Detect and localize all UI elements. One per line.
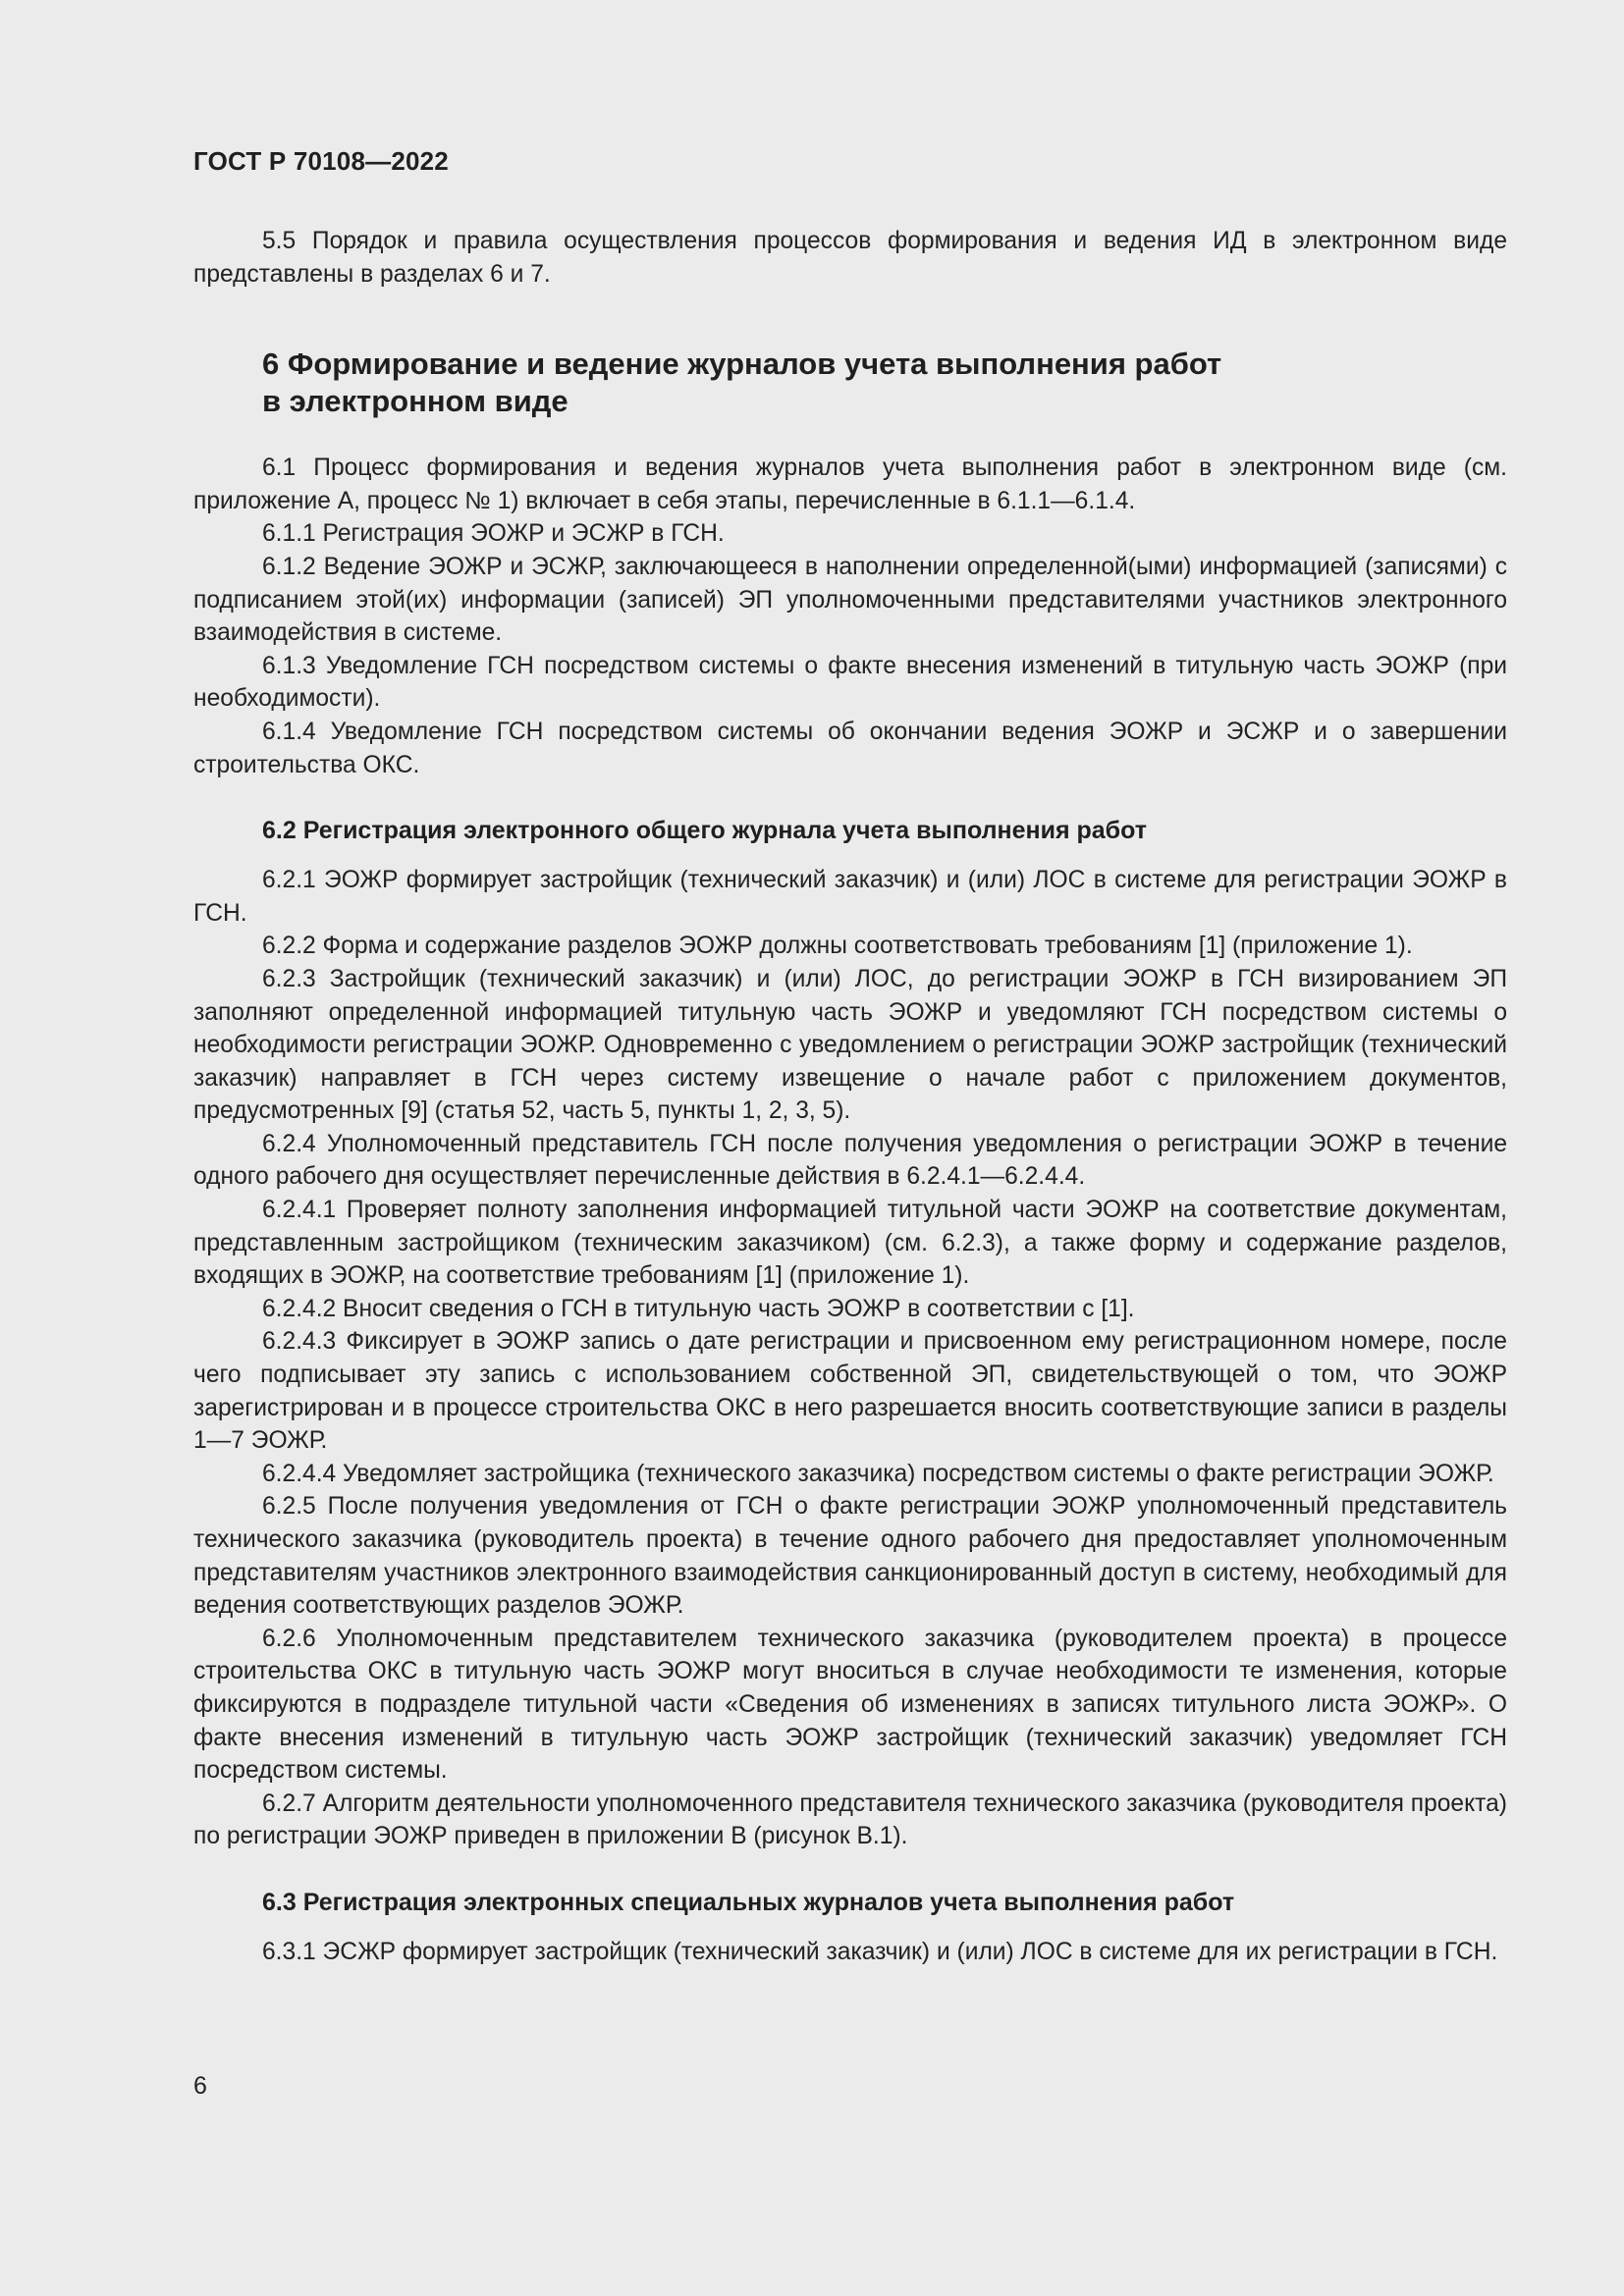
paragraph-6-2-1: 6.2.1 ЭОЖР формирует застройщик (технический заказчик) и (или) ЛОС в системе для регистрации ЭОЖР в ГСН. [193, 867, 1507, 927]
paragraph-6-1-3: 6.1.3 Уведомление ГСН посредством системы о факте внесения изменений в титульную часть ЭОЖР (при необходимости). [193, 652, 1507, 713]
document-body [193, 225, 1507, 1969]
paragraph-6-2-4-3: 6.2.4.3 Фиксирует в ЭОЖР запись о дате регистрации и присвоенном ему регистрационном номере, после чего подписывает эту запись с использованием собственной ЭП, свидетельствующей о том, что ЭОЖР зарегистрирован и в процессе строительства ОКС в него разрешается вносить соответствующие записи в разделы 1—7 ЭОЖР. [193, 1328, 1507, 1455]
paragraph-6-2-6: 6.2.6 Уполномоченным представителем технического заказчика (руководителем проекта) в процессе строительства ОКС в титульную часть ЭОЖР могут вноситься в случае необходимости те изменения, которые фиксируются в подразделе титульной части «Сведения об изменениях в записях титульного листа ЭОЖР». О факте внесения изменений в титульную часть ЭОЖР застройщик (технический заказчик) уведомляет ГСН посредством системы. [193, 1625, 1507, 1785]
paragraph-5-5: 5.5 Порядок и правила осуществления процессов формирования и ведения ИД в электронном виде представлены в разделах 6 и 7. [193, 228, 1507, 288]
document-header-code: ГОСТ Р 70108—2022 [193, 146, 449, 176]
paragraph-6-1-4: 6.1.4 Уведомление ГСН посредством системы об окончании ведения ЭОЖР и ЭСЖР и о завершении строительства ОКС. [193, 718, 1507, 778]
paragraph-6-2-4-4: 6.2.4.4 Уведомляет застройщика (технического заказчика) посредством системы о факте регистрации ЭОЖР. [262, 1460, 1494, 1487]
paragraph-6-2-3: 6.2.3 Застройщик (технический заказчик) и (или) ЛОС, до регистрации ЭОЖР в ГСН визированием ЭП заполняют определенной информацией титульную часть ЭОЖР и уведомляют ГСН посредством системы о необходимости регистрации ЭОЖР. Одновременно с уведомлением о регистрации ЭОЖР застройщик (технический заказчик) направляет в ГСН через систему извещение о начале работ с приложением документов, предусмотренных [9] (статья 52, часть 5, пункты 1, 2, 3, 5). [193, 965, 1507, 1125]
paragraph-6-2-4: 6.2.4 Уполномоченный представитель ГСН после получения уведомления о регистрации ЭОЖР в течение одного рабочего дня осуществляет перечисленные действия в 6.2.4.1—6.2.4.4. [193, 1130, 1507, 1191]
document-page [193, 0, 1507, 2296]
paragraph-6-2-4-1: 6.2.4.1 Проверяет полноту заполнения информацией титульной части ЭОЖР на соответствие документам, представленным застройщиком (техническим заказчиком) (см. 6.2.3), а также форму и содержание разделов, входящих в ЭОЖР, на соответствие требованиям [1] (приложение 1). [193, 1197, 1507, 1290]
paragraph-6-1-1: 6.1.1 Регистрация ЭОЖР и ЭСЖР в ГСН. [262, 520, 725, 548]
paragraph-6-2-5: 6.2.5 После получения уведомления от ГСН о факте регистрации ЭОЖР уполномоченный представитель технического заказчика (руководитель проекта) в течение одного рабочего дня предоставляет уполномоченным представителям участников электронного взаимодействия санкционированный доступ в систему, необходимый для ведения соответствующих разделов ЭОЖР. [193, 1493, 1507, 1620]
page-number: 6 [193, 2072, 207, 2100]
paragraph-6-2-2: 6.2.2 Форма и содержание разделов ЭОЖР должны соответствовать требованиям [1] (приложение 1). [262, 933, 1413, 960]
paragraph-6-2-4-2: 6.2.4.2 Вносит сведения о ГСН в титульную часть ЭОЖР в соответствии с [1]. [262, 1295, 1135, 1322]
paragraph-6-1-2: 6.1.2 Ведение ЭОЖР и ЭСЖР, заключающееся в наполнении определенной(ыми) информацией (записями) с подписанием этой(их) информации (записей) ЭП уполномоченными представителями участников электронного взаимодействия в системе. [193, 553, 1507, 647]
paragraph-6-2-7: 6.2.7 Алгоритм деятельности уполномоченного представителя технического заказчика (руководителя проекта) по регистрации ЭОЖР приведен в приложении В (рисунок В.1). [193, 1789, 1507, 1850]
paragraph-6-1: 6.1 Процесс формирования и ведения журналов учета выполнения работ в электронном виде (см. приложение А, процесс № 1) включает в себя этапы, перечисленные в 6.1.1—6.1.4. [193, 454, 1507, 514]
section-heading-6: 6 Формирование и ведение журналов учета выполнения работ в электронном виде [262, 347, 1222, 419]
subsection-heading-6-2: 6.2 Регистрация электронного общего журнала учета выполнения работ [262, 817, 1148, 845]
paragraph-6-3-1: 6.3.1 ЭСЖР формирует застройщик (технический заказчик) и (или) ЛОС в системе для их регистрации в ГСН. [262, 1938, 1498, 1965]
subsection-heading-6-3: 6.3 Регистрация электронных специальных журналов учета выполнения работ [262, 1888, 1235, 1916]
